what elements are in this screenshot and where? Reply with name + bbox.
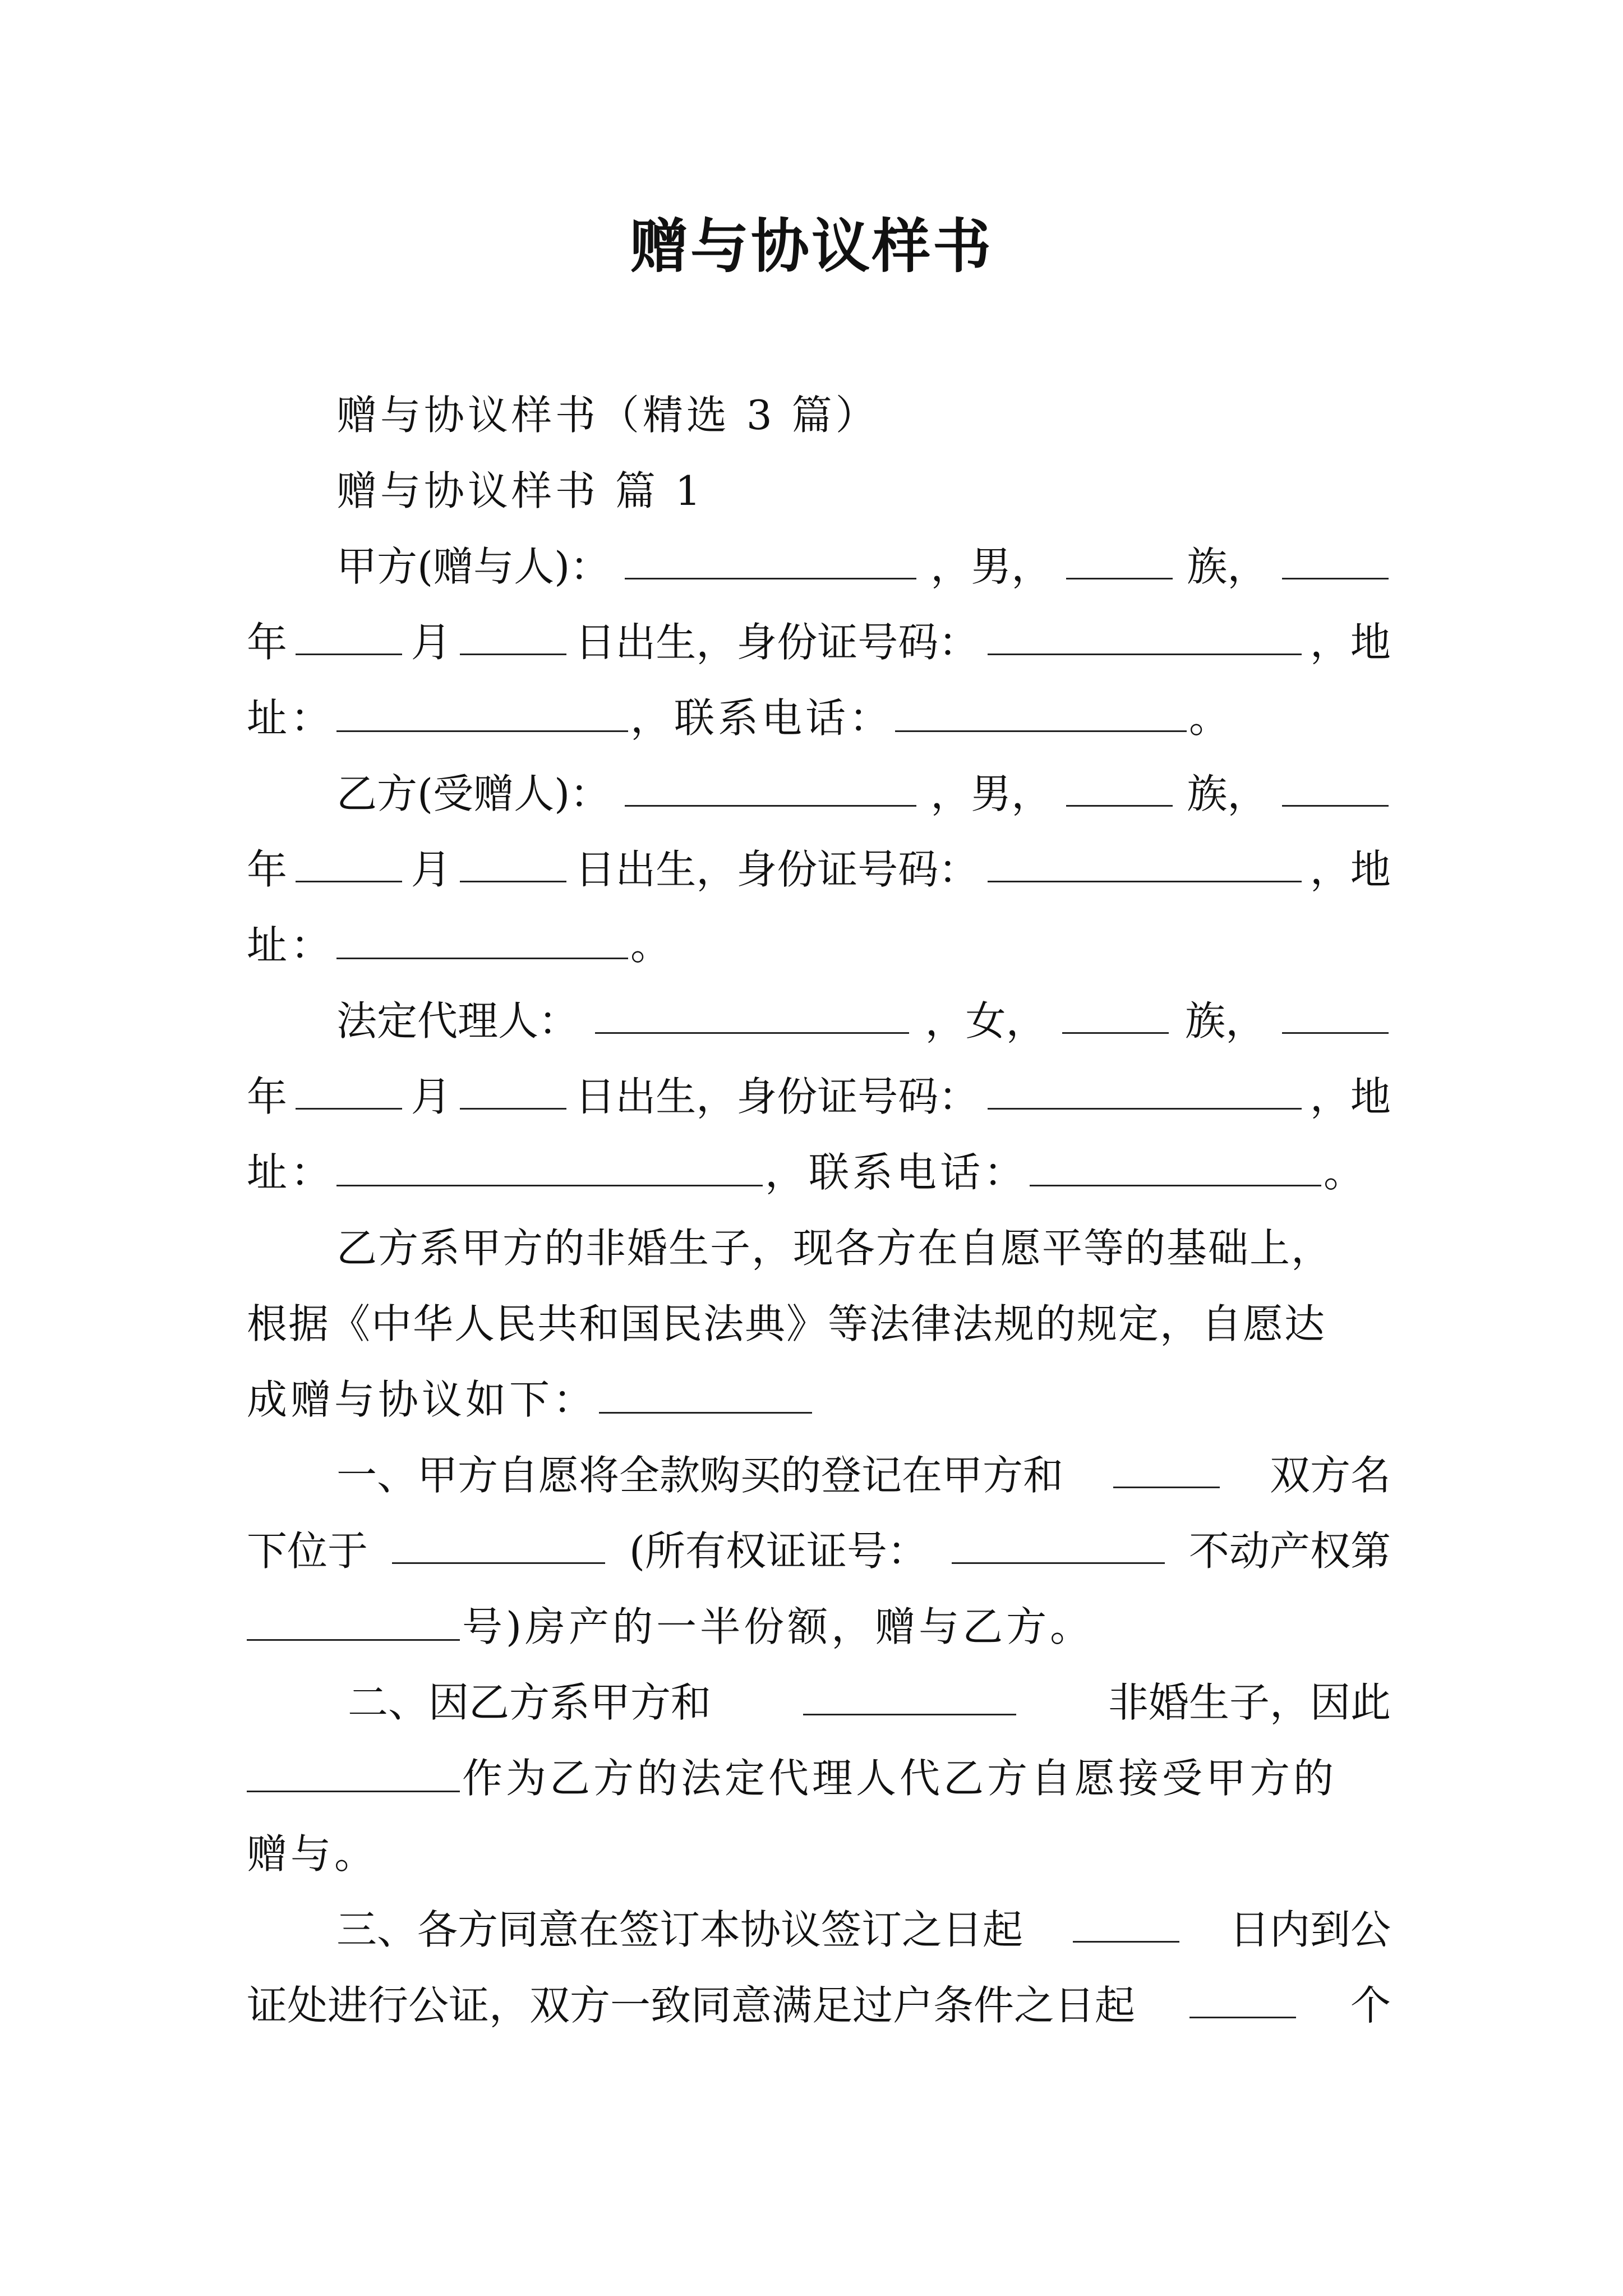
party-a-line-3 (247, 690, 1391, 746)
recital-blank[interactable] (599, 1373, 812, 1414)
month-blank[interactable] (296, 841, 402, 882)
name-blank[interactable] (595, 993, 909, 1034)
clause-2-text: 二、因乙方系甲方和 (348, 1679, 712, 1726)
document-title: 赠与协议样书 (629, 211, 993, 280)
ethnicity-text: 族， (1185, 997, 1266, 1045)
day-blank[interactable] (460, 1069, 566, 1110)
name-blank[interactable] (625, 539, 916, 579)
phone-blank[interactable] (895, 691, 1187, 732)
clause-1-end: 号)房产的一半份额，赠与乙方。 (462, 1603, 1094, 1650)
certificate-label: (所有权证证号： (629, 1527, 928, 1575)
address-label: 址： (247, 922, 335, 969)
property-right-label: 不动产权第 (1188, 1527, 1391, 1575)
name-blank[interactable] (625, 766, 916, 807)
clause-3-text: 三、各方同意在签订本协议签订之日起 (336, 1906, 1023, 1953)
section-heading: 赠与协议样书 篇 1 (336, 467, 704, 514)
gender-text: ，女， (925, 997, 1046, 1045)
representative-line-1 (336, 993, 1391, 1049)
period: 。 (1189, 694, 1233, 742)
id-number-blank[interactable] (988, 1069, 1302, 1110)
day-blank[interactable] (460, 614, 566, 655)
party-b-line-1 (336, 766, 1391, 822)
year-blank[interactable] (1282, 993, 1389, 1034)
days-blank[interactable] (1073, 1902, 1179, 1943)
clause-2-text-c: 作为乙方的法定代理人代乙方自愿接受甲方的 (462, 1755, 1338, 1802)
clause-1-text-b: 双方名 (1269, 1452, 1391, 1499)
day-blank[interactable] (460, 841, 566, 882)
clause-1-text: 一、甲方自愿将全款购买的登记在甲方和 (336, 1452, 1064, 1499)
ethnicity-blank[interactable] (1066, 539, 1173, 579)
address-blank[interactable] (336, 691, 628, 732)
month-text: 月 (411, 846, 451, 893)
party-b-line-3 (247, 917, 1391, 973)
recital-line-3 (247, 1372, 1391, 1428)
ethnicity-blank[interactable] (1062, 993, 1169, 1034)
phone-blank[interactable] (1030, 1145, 1321, 1186)
year-text: 年 (247, 846, 288, 893)
recital-line-1: 乙方系甲方的非婚生子，现各方在自愿平等的基础上， (336, 1225, 1333, 1272)
ethnicity-text: 族， (1187, 543, 1268, 590)
address-prefix: ，地 (1310, 1073, 1391, 1120)
clause-2-line-3: 赠与。 (247, 1830, 379, 1878)
year-blank[interactable] (1282, 539, 1389, 579)
party-a-label: 甲方(赠与人)： (336, 543, 611, 590)
clause-3-text-b: 日内到公 (1229, 1906, 1391, 1953)
birth-id-text: 日出生，身份证号码： (575, 846, 979, 893)
clause-3-line-1 (336, 1902, 1391, 1958)
year-text: 年 (247, 1073, 288, 1120)
ethnicity-text: 族， (1187, 770, 1268, 817)
clause-2-line-1 (348, 1674, 1391, 1731)
months-blank[interactable] (1189, 1977, 1296, 2018)
recital-line-2: 根据《中华人民共和国民法典》等法律法规的规定，自愿达 (247, 1300, 1326, 1347)
clause-3-text-c: 证处进行公证，双方一致同意满足过户条件之日起 (247, 1982, 1136, 2029)
clause-2-text-b: 非婚生子，因此 (1108, 1679, 1391, 1726)
representative-label: 法定代理人： (336, 997, 579, 1045)
representative-line-2 (247, 1069, 1391, 1125)
party-b-line-2 (247, 841, 1391, 898)
clause-3-line-2 (247, 1977, 1391, 2033)
address-blank[interactable] (336, 918, 628, 959)
location-label: 下位于 (247, 1527, 368, 1575)
phone-label: ，联系电话： (765, 1149, 1028, 1196)
clause-2-line-2 (247, 1750, 1391, 1806)
address-prefix: ，地 (1310, 846, 1391, 893)
month-blank[interactable] (296, 1069, 402, 1110)
month-blank[interactable] (296, 614, 402, 655)
address-blank[interactable] (336, 1145, 763, 1186)
certificate-blank[interactable] (952, 1523, 1165, 1564)
id-number-blank[interactable] (988, 614, 1302, 655)
year-blank[interactable] (1282, 766, 1389, 807)
party-a-line-2 (247, 614, 1391, 670)
period: 。 (1324, 1149, 1368, 1196)
gender-text: ，男， (930, 543, 1052, 590)
id-number-blank[interactable] (988, 841, 1302, 882)
month-text: 月 (411, 619, 451, 666)
clause-1-line-1 (336, 1447, 1391, 1503)
representative-blank[interactable] (247, 1751, 460, 1792)
ethnicity-blank[interactable] (1066, 766, 1173, 807)
subtitle: 赠与协议样书（精选 3 篇） (336, 392, 879, 439)
recital-text: 成赠与协议如下： (247, 1376, 597, 1423)
property-number-blank[interactable] (247, 1600, 460, 1641)
birth-id-text: 日出生，身份证号码： (575, 1073, 979, 1120)
other-parent-blank[interactable] (803, 1674, 1016, 1715)
birth-id-text: 日出生，身份证号码： (575, 619, 979, 666)
party-a-line-1 (336, 539, 1391, 595)
address-prefix: ，地 (1310, 619, 1391, 666)
party-b-label: 乙方(受赠人)： (336, 770, 611, 817)
address-label: 址： (247, 1149, 335, 1196)
year-text: 年 (247, 619, 288, 666)
address-label: 址： (247, 694, 335, 742)
clause-1-line-3 (247, 1599, 1391, 1655)
clause-3-text-d: 个 (1350, 1982, 1391, 2029)
representative-line-3 (247, 1144, 1391, 1200)
phone-label: ，联系电话： (630, 694, 893, 742)
month-text: 月 (411, 1073, 451, 1120)
gender-text: ，男， (930, 770, 1052, 817)
co-owner-blank[interactable] (1113, 1447, 1220, 1488)
clause-1-line-2 (247, 1523, 1391, 1579)
location-blank[interactable] (392, 1523, 605, 1564)
period: 。 (630, 922, 675, 969)
